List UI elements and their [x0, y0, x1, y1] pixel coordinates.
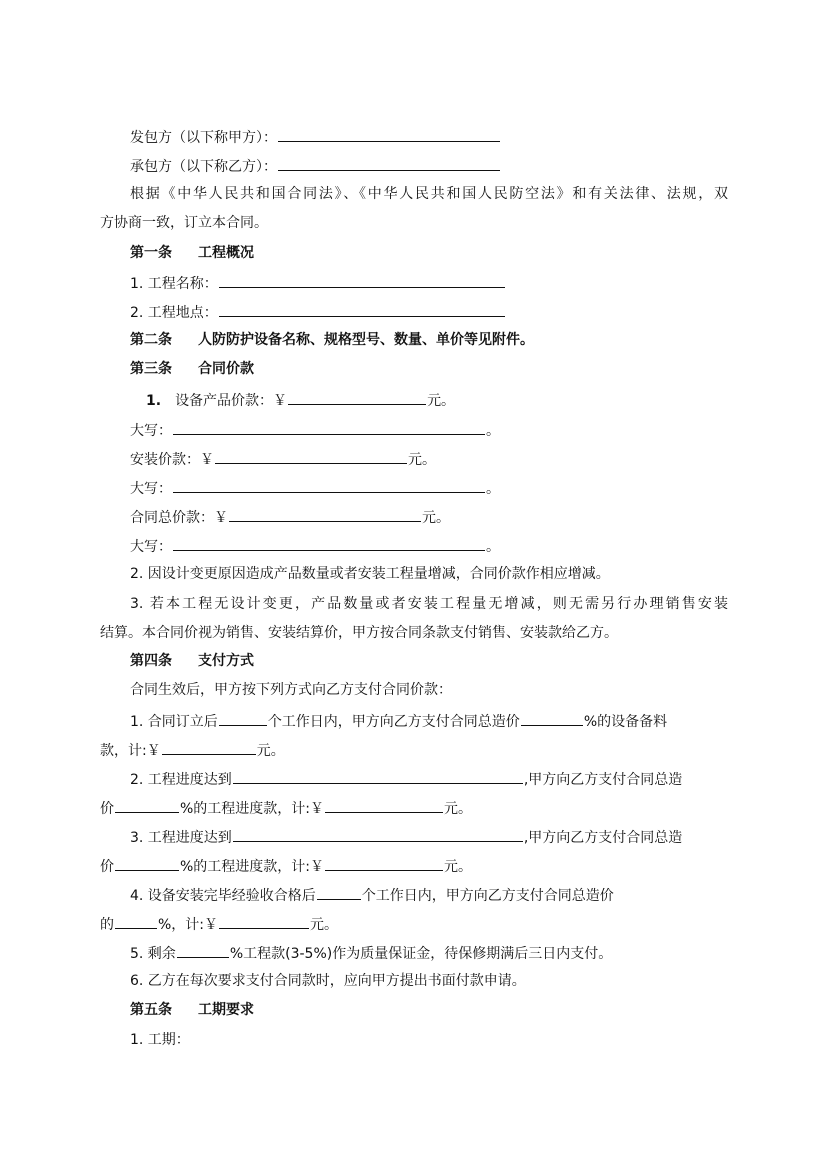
payment-1-line1 — [130, 710, 667, 732]
art2-title: 人防防护设备名称、规格型号、数量、单价等见附件。 — [198, 332, 534, 348]
art1-num: 第一条 — [130, 245, 172, 261]
art3-title: 合同价款 — [198, 361, 254, 377]
payment-3-amount-field[interactable] — [325, 855, 443, 871]
install-price-label: 安装价款：￥ — [130, 452, 214, 468]
payment-3-text-a: 3. 工程进度达到 — [130, 830, 232, 846]
total-price-line — [130, 506, 450, 528]
payment-3-text-b: ,甲方向乙方支付合同总造 — [523, 830, 683, 846]
payment-3-text-c: 价 — [100, 859, 114, 875]
yuan-text: 元。 — [408, 452, 436, 468]
payment-2-line1 — [130, 768, 682, 790]
total-daxie-field[interactable] — [173, 535, 485, 551]
art3-num: 第三条 — [130, 361, 172, 377]
total-price-label: 合同总价款：￥ — [130, 510, 228, 526]
art1-title: 工程概况 — [198, 245, 254, 261]
equipment-price-line — [146, 389, 455, 411]
payment-3-text-d: %的工程进度款，计:￥ — [180, 859, 325, 875]
payment-4-text-b: 个工作日内，甲方向乙方支付合同总造价 — [361, 888, 614, 904]
yuan-text: 元。 — [422, 510, 450, 526]
payment-1-text-c: %的设备备料 — [583, 714, 668, 730]
payment-3-line2 — [100, 855, 472, 877]
yuan-text: 元。 — [256, 743, 285, 759]
project-name-field[interactable] — [219, 272, 505, 288]
art5-num: 第五条 — [130, 1002, 172, 1018]
payment-4-text-d: %，计:￥ — [158, 917, 219, 933]
equipment-price-num: 1. — [146, 393, 162, 409]
yuan-text: 元。 — [444, 801, 473, 817]
art2-heading — [130, 330, 534, 350]
duration-line: 1. 工期： — [130, 1032, 190, 1048]
payment-1-line2 — [100, 739, 285, 761]
period-text: 。 — [486, 539, 500, 555]
payment-1-text-b: 个工作日内，甲方向乙方支付合同总造价 — [267, 714, 520, 730]
art4-intro: 合同生效后，甲方按下列方式向乙方支付合同价款： — [130, 682, 452, 698]
payment-4-line1 — [130, 884, 614, 906]
art3-heading — [130, 359, 254, 379]
party-a-line — [130, 126, 501, 148]
art1-heading — [130, 243, 254, 263]
project-name-label: 1. 工程名称： — [130, 276, 218, 292]
party-b-field[interactable] — [278, 155, 500, 171]
party-a-label: 发包方（以下称甲方）： — [130, 130, 277, 146]
payment-2-percent-field[interactable] — [115, 797, 179, 813]
art5-heading — [130, 1000, 254, 1020]
daxie-label: 大写： — [130, 481, 172, 497]
art2-num: 第二条 — [130, 332, 172, 348]
payment-4-days-field[interactable] — [317, 884, 361, 900]
payment-2-amount-field[interactable] — [325, 797, 443, 813]
art4-num: 第四条 — [130, 653, 172, 669]
payment-5-text-a: 5. 剩余 — [130, 946, 176, 962]
total-price-field[interactable] — [229, 506, 421, 522]
party-b-label: 承包方（以下称乙方）： — [130, 159, 277, 175]
basis-line-1: 根据《中华人民共和国合同法》、《中华人民共和国人民防空法》和有关法律、法规，双 — [130, 186, 728, 202]
install-price-line — [130, 448, 436, 470]
payment-2-text-b: ,甲方向乙方支付合同总造 — [523, 772, 683, 788]
install-daxie-line — [130, 477, 500, 499]
yuan-text: 元。 — [444, 859, 473, 875]
art3-item3-line2: 结算。本合同价视为销售、安装结算价，甲方按合同条款支付销售、安装款给乙方。 — [100, 625, 618, 641]
payment-2-line2 — [100, 797, 472, 819]
payment-2-progress-field[interactable] — [233, 768, 523, 784]
art3-item2: 2. 因设计变更原因造成产品数量或者安装工程量增减，合同价款作相应增减。 — [130, 566, 610, 582]
equipment-price-field[interactable] — [288, 389, 426, 405]
payment-1-text-a: 1. 合同订立后 — [130, 714, 218, 730]
payment-2-text-d: %的工程进度款，计:￥ — [180, 801, 325, 817]
payment-6-line: 6. 乙方在每次要求支付合同款时，应向甲方提出书面付款申请。 — [130, 973, 526, 989]
art4-heading — [130, 651, 254, 671]
yuan-text: 元。 — [310, 917, 339, 933]
period-text: 。 — [486, 481, 500, 497]
payment-5-text-b: %工程款(3-5%)作为质量保证金，待保修期满后三日内支付。 — [229, 946, 613, 962]
project-location-field[interactable] — [219, 301, 505, 317]
daxie-label: 大写： — [130, 423, 172, 439]
install-daxie-field[interactable] — [173, 477, 485, 493]
payment-4-text-a: 4. 设备安装完毕经验收合格后 — [130, 888, 316, 904]
project-name-line — [130, 272, 506, 294]
equipment-daxie-field[interactable] — [173, 419, 485, 435]
payment-1-percent-field[interactable] — [521, 710, 583, 726]
art4-title: 支付方式 — [198, 653, 254, 669]
payment-1-days-field[interactable] — [219, 710, 267, 726]
equipment-price-label: 设备产品价款：￥ — [175, 393, 288, 409]
payment-4-percent-field[interactable] — [115, 913, 157, 929]
period-text: 。 — [486, 423, 500, 439]
total-daxie-line — [130, 535, 500, 557]
payment-5-percent-field[interactable] — [177, 942, 229, 958]
payment-3-line1 — [130, 826, 682, 848]
payment-2-text-a: 2. 工程进度达到 — [130, 772, 232, 788]
project-location-label: 2. 工程地点： — [130, 305, 218, 321]
basis-line-2: 方协商一致，订立本合同。 — [100, 215, 268, 231]
payment-1-text-d: 款，计:￥ — [100, 743, 161, 759]
yuan-text: 元。 — [427, 393, 456, 409]
art3-item3-line1: 3. 若本工程无设计变更，产品数量或者安装工程量无增减，则无需另行办理销售安装 — [130, 596, 728, 612]
payment-3-progress-field[interactable] — [233, 826, 523, 842]
art5-title: 工期要求 — [198, 1002, 254, 1018]
payment-1-amount-field[interactable] — [162, 739, 256, 755]
payment-4-amount-field[interactable] — [219, 913, 309, 929]
equipment-daxie-line — [130, 419, 500, 441]
payment-5-line — [130, 942, 612, 964]
payment-3-percent-field[interactable] — [115, 855, 179, 871]
install-price-field[interactable] — [215, 448, 407, 464]
party-b-line — [130, 155, 501, 177]
project-location-line — [130, 301, 506, 323]
payment-4-line2 — [100, 913, 338, 935]
daxie-label: 大写： — [130, 539, 172, 555]
party-a-field[interactable] — [278, 126, 500, 142]
payment-4-text-c: 的 — [100, 917, 114, 933]
payment-2-text-c: 价 — [100, 801, 114, 817]
